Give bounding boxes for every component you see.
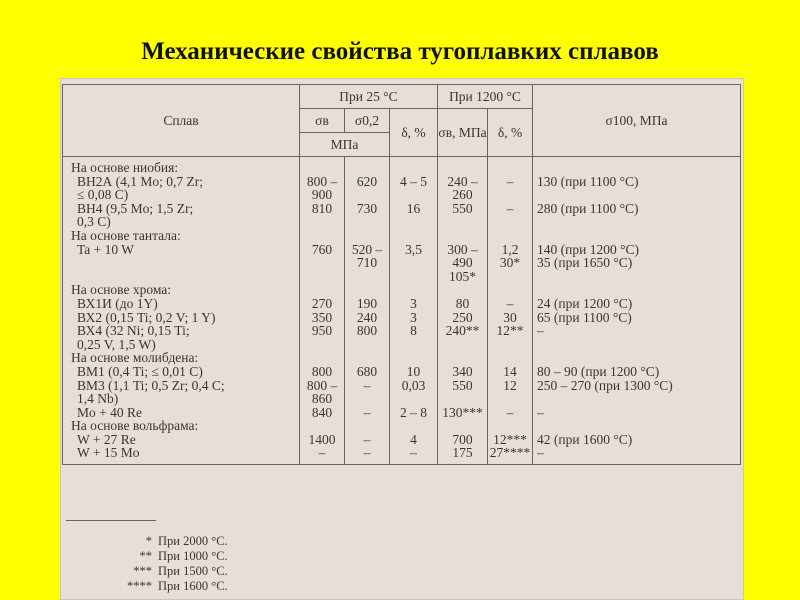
table-row [63,311,741,325]
sigma-02-cell: 730 [345,202,390,216]
sigma-02-cell: 800 [345,324,390,338]
sigma-b-25-cell [300,338,345,352]
table-row [63,379,741,393]
sigma-b-1200-cell: 550 [438,202,488,216]
sigma-02-cell: 520 – [345,243,390,257]
sigma-02-cell [345,351,390,365]
sigma-b-1200-cell: 340 [438,365,488,379]
alloy-cell: На основе тантала: [63,229,300,243]
delta-1200-cell: – [488,297,533,311]
table-row [63,392,741,406]
group-heading-row [63,283,741,297]
alloy-cell: ВН4 (9,5 Mo; 1,5 Zr; [63,202,300,216]
sigma-b-1200-cell [438,157,488,175]
footnote-mark: **** [127,579,152,593]
header-sigma-b-mpa: σв, МПа [438,109,488,157]
footnote-text: При 1000 °C. [158,549,228,563]
header-sigma-02: σ0,2 [345,109,390,133]
sigma-b-1200-cell: 240 – [438,175,488,189]
delta-1200-cell [488,270,533,284]
delta-25-cell [390,392,438,406]
sigma-b-1200-cell [438,351,488,365]
table-row [63,433,741,447]
delta-1200-cell: 27**** [488,446,533,464]
sigma100-cell: – [533,324,741,338]
sigma100-cell: 280 (при 1100 °C) [533,202,741,216]
sigma-b-1200-cell: 550 [438,379,488,393]
delta-1200-cell: – [488,406,533,420]
footnote-text: При 1600 °C. [158,579,228,593]
footnote-text: При 2000 °C. [158,534,228,548]
sigma-b-25-cell [300,283,345,297]
group-heading-row [63,157,741,175]
delta-1200-cell: 1,2 [488,243,533,257]
sigma-b-1200-cell: 300 – [438,243,488,257]
sigma100-cell: 80 – 90 (при 1200 °C) [533,365,741,379]
sigma100-cell: – [533,406,741,420]
alloy-cell: ВХ2 (0,15 Ti; 0,2 V; 1 Y) [63,311,300,325]
header-mpa: МПа [300,133,390,157]
delta-25-cell [390,338,438,352]
delta-25-cell: 0,03 [390,379,438,393]
sigma-02-cell [345,283,390,297]
alloy-cell [63,256,300,270]
header-sigma100: σ100, МПа [533,85,741,157]
sigma-b-1200-cell [438,392,488,406]
delta-25-cell: 3,5 [390,243,438,257]
sigma100-cell [533,215,741,229]
sigma-b-1200-cell: 240** [438,324,488,338]
sigma-02-cell: – [345,406,390,420]
table-row [63,175,741,189]
slide-title: Механические свойства тугоплавких сплавов [141,38,659,65]
sigma-b-25-cell [300,229,345,243]
alloy-cell: 0,25 V, 1,5 W) [63,338,300,352]
delta-1200-cell [488,351,533,365]
delta-1200-cell [488,188,533,202]
footnote [118,564,228,579]
sigma-b-25-cell: 900 [300,188,345,202]
delta-1200-cell [488,392,533,406]
delta-25-cell: 3 [390,311,438,325]
table-row [63,256,741,270]
table-row [63,297,741,311]
table-row [63,324,741,338]
properties-table [62,84,741,465]
alloy-cell: На основе ниобия: [63,157,300,175]
sigma100-cell [533,157,741,175]
footnote-mark: *** [133,564,152,578]
table-body [63,157,741,465]
alloy-cell: W + 15 Mo [63,446,300,464]
group-heading-row [63,229,741,243]
sigma-b-25-cell: – [300,446,345,464]
delta-1200-cell: 12*** [488,433,533,447]
sigma-b-1200-cell: 175 [438,446,488,464]
sigma-02-cell: – [345,379,390,393]
footnote-mark: ** [139,549,152,563]
delta-1200-cell: 30 [488,311,533,325]
sigma-02-cell: – [345,433,390,447]
sigma-b-1200-cell: 130*** [438,406,488,420]
alloy-cell: ВН2А (4,1 Mo; 0,7 Zr; [63,175,300,189]
sigma-b-25-cell: 860 [300,392,345,406]
sigma-02-cell: 680 [345,365,390,379]
sigma-b-1200-cell: 260 [438,188,488,202]
sigma100-cell [533,419,741,433]
delta-25-cell: – [390,446,438,464]
delta-25-cell: 3 [390,297,438,311]
delta-1200-cell [488,157,533,175]
delta-25-cell: 2 – 8 [390,406,438,420]
footnote-divider [66,520,156,521]
alloy-cell: ВМ3 (1,1 Ti; 0,5 Zr; 0,4 C; [63,379,300,393]
delta-25-cell: 10 [390,365,438,379]
delta-1200-cell [488,215,533,229]
delta-25-cell: 16 [390,202,438,216]
sigma100-cell: – [533,446,741,464]
header-at-25c: При 25 °C [300,85,438,109]
delta-25-cell: 8 [390,324,438,338]
sigma-b-25-cell: 800 – [300,175,345,189]
delta-25-cell [390,419,438,433]
delta-25-cell [390,270,438,284]
table-row [63,243,741,257]
table-row [63,365,741,379]
sigma100-cell: 35 (при 1650 °C) [533,256,741,270]
group-heading-row [63,419,741,433]
sigma-b-25-cell [300,419,345,433]
table-row [63,446,741,464]
header-delta-25: δ, % [390,109,438,157]
alloy-cell: W + 27 Re [63,433,300,447]
sigma-b-1200-cell: 105* [438,270,488,284]
alloy-cell: ВМ1 (0,4 Ti; ≤ 0,01 C) [63,365,300,379]
delta-25-cell: 4 [390,433,438,447]
header-sigma-b: σв [300,109,345,133]
sigma100-cell: 130 (при 1100 °C) [533,175,741,189]
sigma-02-cell [345,270,390,284]
sigma-b-1200-cell [438,283,488,297]
table-row [63,406,741,420]
sigma100-cell: 65 (при 1100 °C) [533,311,741,325]
sigma-b-1200-cell: 490 [438,256,488,270]
sigma-02-cell [345,157,390,175]
footnote-mark: * [145,534,152,548]
alloy-cell: На основе хрома: [63,283,300,297]
alloy-cell: Mo + 40 Re [63,406,300,420]
sigma100-cell [533,188,741,202]
table-row [63,215,741,229]
footnote [118,549,228,564]
footnote-text: При 1500 °C. [158,564,228,578]
sigma-b-25-cell: 800 – [300,379,345,393]
sigma-b-25-cell [300,270,345,284]
sigma-b-25-cell [300,256,345,270]
sigma-02-cell [345,419,390,433]
delta-25-cell [390,188,438,202]
sigma-b-1200-cell [438,338,488,352]
group-heading-row [63,351,741,365]
sigma-b-1200-cell: 80 [438,297,488,311]
sigma-b-25-cell: 840 [300,406,345,420]
sigma100-cell: 24 (при 1200 °C) [533,297,741,311]
sigma-b-1200-cell: 700 [438,433,488,447]
sigma-02-cell [345,215,390,229]
scanned-table-image [60,78,744,600]
header-at-1200c: При 1200 °C [438,85,533,109]
sigma-b-1200-cell [438,229,488,243]
delta-1200-cell: 14 [488,365,533,379]
table-row [63,270,741,284]
alloy-cell: ВХ1И (до 1Y) [63,297,300,311]
table-row [63,338,741,352]
sigma-b-25-cell: 1400 [300,433,345,447]
alloy-cell [63,270,300,284]
sigma-02-cell [345,229,390,243]
sigma100-cell: 42 (при 1600 °C) [533,433,741,447]
sigma-b-25-cell [300,351,345,365]
table-row [63,188,741,202]
table-row [63,202,741,216]
sigma-02-cell: 190 [345,297,390,311]
sigma-b-1200-cell [438,419,488,433]
sigma-02-cell: 240 [345,311,390,325]
sigma100-cell [533,351,741,365]
alloy-cell: На основе вольфрама: [63,419,300,433]
delta-25-cell [390,351,438,365]
alloy-cell: ≤ 0,08 C) [63,188,300,202]
sigma100-cell [533,392,741,406]
delta-25-cell [390,157,438,175]
sigma100-cell: 250 – 270 (при 1300 °C) [533,379,741,393]
sigma-02-cell [345,392,390,406]
delta-1200-cell [488,283,533,297]
alloy-cell: На основе молибдена: [63,351,300,365]
sigma-02-cell: – [345,446,390,464]
delta-25-cell: 4 – 5 [390,175,438,189]
header-delta-1200: δ, % [488,109,533,157]
delta-25-cell [390,229,438,243]
delta-1200-cell: – [488,202,533,216]
sigma-b-25-cell: 760 [300,243,345,257]
sigma-b-25-cell: 800 [300,365,345,379]
footnote [118,579,228,594]
alloy-cell: 0,3 C) [63,215,300,229]
sigma-02-cell [345,338,390,352]
sigma100-cell: 140 (при 1200 °C) [533,243,741,257]
delta-1200-cell [488,338,533,352]
delta-1200-cell: 12 [488,379,533,393]
sigma-b-1200-cell [438,215,488,229]
sigma100-cell [533,338,741,352]
delta-1200-cell [488,229,533,243]
sigma100-cell [533,283,741,297]
sigma100-cell [533,270,741,284]
sigma-02-cell: 710 [345,256,390,270]
delta-1200-cell [488,419,533,433]
sigma-02-cell [345,188,390,202]
sigma-02-cell: 620 [345,175,390,189]
sigma-b-25-cell: 270 [300,297,345,311]
header-alloy: Сплав [63,85,300,157]
sigma-b-25-cell: 810 [300,202,345,216]
delta-1200-cell: 12** [488,324,533,338]
delta-1200-cell: – [488,175,533,189]
sigma-b-25-cell: 350 [300,311,345,325]
alloy-cell: ВХ4 (32 Ni; 0,15 Ti; [63,324,300,338]
delta-25-cell [390,283,438,297]
alloy-cell: Ta + 10 W [63,243,300,257]
sigma-b-25-cell: 950 [300,324,345,338]
sigma-b-25-cell [300,157,345,175]
delta-25-cell [390,256,438,270]
sigma-b-1200-cell: 250 [438,311,488,325]
alloy-cell: 1,4 Nb) [63,392,300,406]
footnote [118,534,228,549]
delta-25-cell [390,215,438,229]
sigma100-cell [533,229,741,243]
sigma-b-25-cell [300,215,345,229]
delta-1200-cell: 30* [488,256,533,270]
